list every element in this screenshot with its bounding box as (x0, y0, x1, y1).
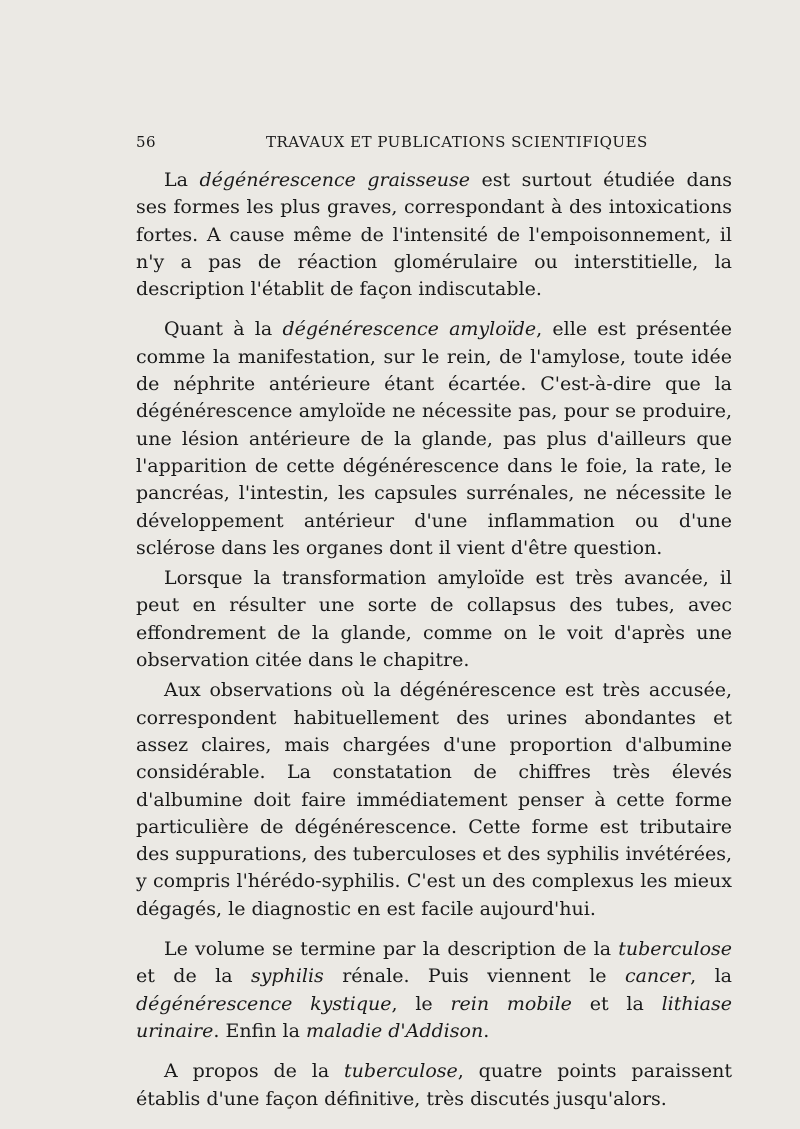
paragraph-graisseuse: La dégénérescence graisseuse est surtout étudiée dans ses formes les plus graves, correspondant à des intoxications fortes. A cause même de l'intensité de l'empoisonnement, il n'y a pas de réaction glomérulaire ou interstitielle, la description l'établit de façon indiscutable. (136, 169, 733, 301)
term-cancer: cancer (624, 965, 691, 988)
term-degenerescence-kystique: dégénérescence kystique (136, 992, 392, 1015)
term-rein-mobile: rein mobile (450, 992, 572, 1015)
term-tuberculose: tuberculose (618, 938, 732, 961)
body-text (136, 167, 732, 1113)
running-head: TRAVAUX ET PUBLICATIONS SCIENTIFIQUES (266, 133, 648, 151)
term-syphilis: syphilis (250, 965, 324, 988)
page-number: 56 (136, 133, 157, 151)
term-degenerescence-amyloide: dégénérescence amyloïde (282, 318, 537, 341)
term-lithiase-urinaire: lithiase urinaire (136, 992, 732, 1042)
paragraph-amyloide: Quant à la dégénérescence amyloïde, elle est présentée comme la manifestation, sur le rein, de l'amylose, toute idée de néphrite antérieure étant écartée. C'est-à-dire que la dégénérescence amyloïde ne nécessite pas, pour se produire, une lésion antérieure de la glande, pas plus d'ailleurs que l'apparition de cette dégénérescence dans le foie, la rate, le pancréas, l'intestin, les capsules surrénales, ne nécessite le développement antérieur d'une inflammation ou d'une sclérose dans les organes dont il vient d'être question. (136, 318, 733, 559)
term-tuberculose-2: tuberculose (344, 1060, 458, 1083)
paragraph-collapsus: Lorsque la transformation amyloïde est très avancée, il peut en résulter une sorte de collapsus des tubes, avec effondrement de la glande, comme on le voit d'après une observation citée dans le chapitre. (136, 567, 732, 672)
term-maladie-addison: maladie d'Addison (305, 1019, 484, 1042)
page-header (136, 133, 732, 155)
term-degenerescence-graisseuse: dégénérescence graisseuse (199, 169, 470, 191)
paragraph-tuberculose: A propos de la tuberculose, quatre points paraissent établis d'une façon définitive, très discutés jusqu'alors. (136, 1060, 732, 1110)
paragraph-urines: Aux observations où la dégénérescence est très accusée, correspondent habituellement des urines abondantes et assez claires, mais chargées d'une proportion d'albumine considérable. La constatation de chiffres très élevés d'albumine doit faire immédiatement penser à cette forme particulière de dégénérescence. Cette forme est tributaire des suppurations, des tuberculoses et des syphilis invétérées, y compris l'hérédo-syphilis. C'est un des complexus les mieux dégagés, le diagnostic en est facile aujourd'hui. (136, 679, 732, 920)
paragraph-volume: Le volume se termine par la description de la tuberculose et de la syphilis rénale. Puis viennent le cancer, la dégénérescence kystique, le rein mobile et la lithiase urinaire. Enfin la maladie d'Addison. (136, 938, 732, 1042)
